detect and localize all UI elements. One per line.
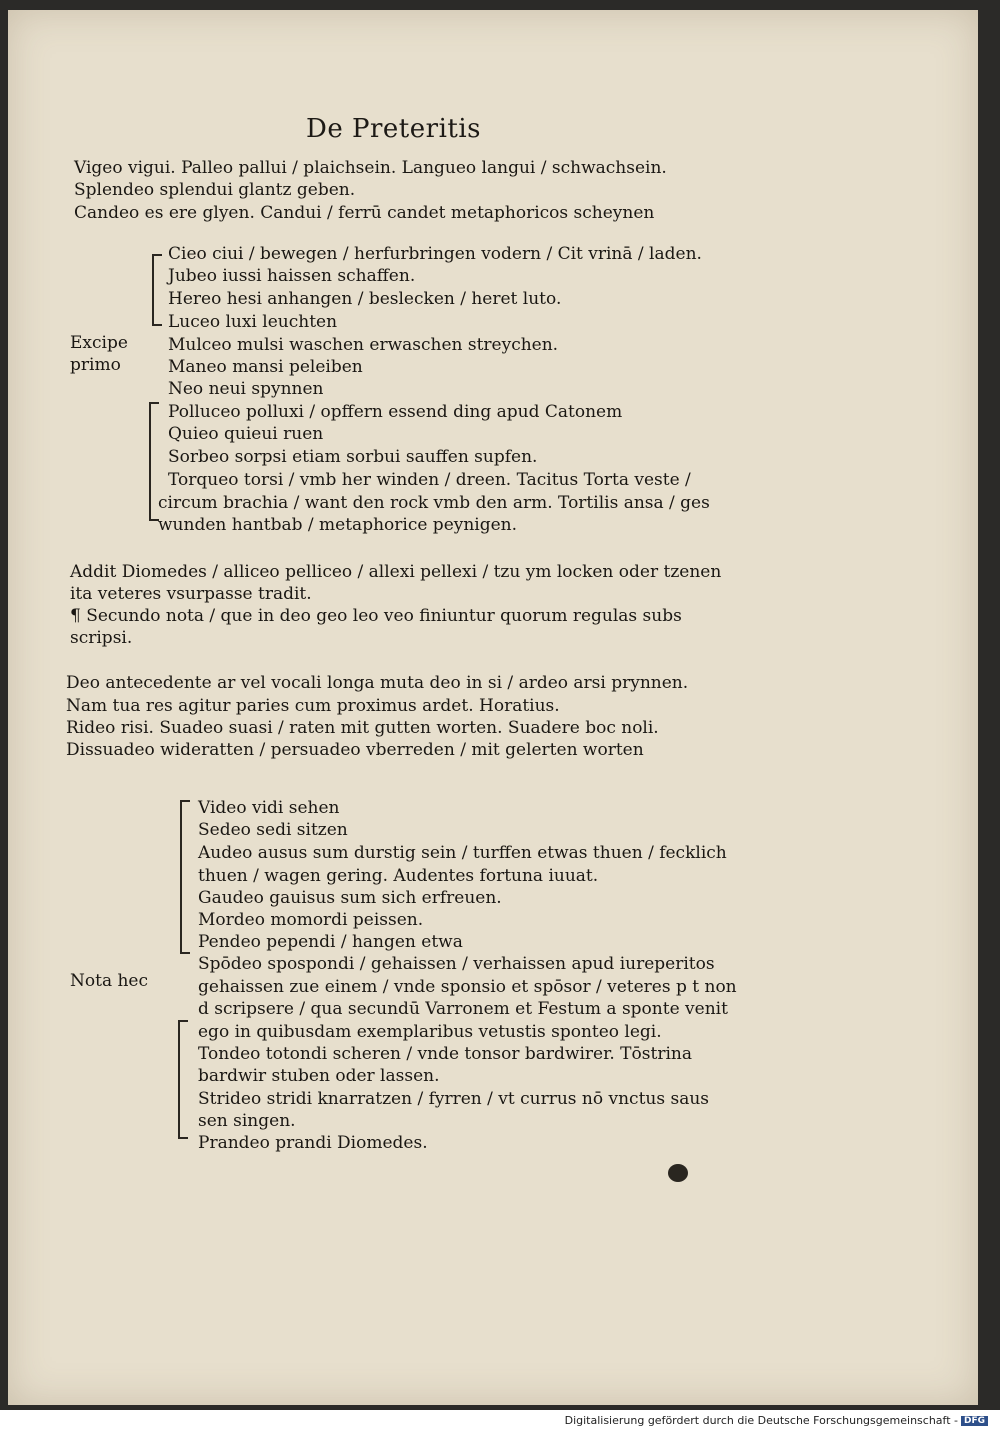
text-line: d scripsere / qua secundū Varronem et Festum a sponte venit	[198, 999, 728, 1019]
bracket-mark	[178, 1020, 188, 1139]
text-line: Quieo quieui ruen	[168, 424, 324, 444]
text-line: Gaudeo gauisus sum sich erfreuen.	[198, 888, 502, 908]
text-line: Jubeo iussi haissen schaffen.	[168, 266, 416, 286]
text-line: Addit Diomedes / alliceo pelliceo / allexi pellexi / tzu ym locken oder tzenen	[70, 562, 722, 582]
text-line: Sedeo sedi sitzen	[198, 820, 348, 840]
text-line: Polluceo polluxi / opffern essend ding apud Catonem	[168, 402, 623, 422]
margin-note-line: Excipe	[70, 333, 128, 353]
text-line: Torqueo torsi / vmb her winden / dreen. Tacitus Torta veste /	[168, 470, 691, 490]
text-line: Candeo es ere glyen. Candui / ferrū candet metaphoricos scheynen	[74, 203, 655, 223]
text-line: wunden hantbab / metaphorice peynigen.	[158, 515, 518, 535]
text-line: ego in quibusdam exemplaribus vetustis sponteo legi.	[198, 1022, 662, 1042]
text-line: Neo neui spynnen	[168, 379, 324, 399]
text-line: Dissuadeo wideratten / persuadeo vberreden / mit gelerten worten	[66, 740, 644, 760]
footer-text: Digitalisierung gefördert durch die Deutsche Forschungsgemeinschaft -	[564, 1414, 958, 1427]
text-line: sen singen.	[198, 1111, 296, 1131]
text-line: Audeo ausus sum durstig sein / turffen etwas thuen / fecklich	[198, 843, 727, 863]
text-line: circum brachia / want den rock vmb den arm. Tortilis ansa / ges	[158, 493, 710, 513]
margin-note-excipe	[70, 332, 128, 376]
ornament-icon	[668, 1164, 688, 1182]
footer-credit	[565, 1414, 988, 1427]
text-line: Cieo ciui / bewegen / herfurbringen vodern / Cit vrinā / laden.	[168, 244, 702, 264]
text-line: thuen / wagen gering. Audentes fortuna iuuat.	[198, 866, 599, 886]
text-line: Tondeo totondi scheren / vnde tonsor bardwirer. Tōstrina	[198, 1044, 692, 1064]
text-line: Vigeo vigui. Palleo pallui / plaichsein. Langueo langui / schwachsein.	[74, 158, 667, 178]
text-line: Pendeo pependi / hangen etwa	[198, 932, 463, 952]
text-line: Luceo luxi leuchten	[168, 312, 338, 332]
text-line: Nam tua res agitur paries cum proximus ardet. Horatius.	[66, 696, 560, 716]
text-line: Hereo hesi anhangen / beslecken / heret luto.	[168, 289, 562, 309]
text-line: Spōdeo spospondi / gehaissen / verhaissen apud iureperitos	[198, 954, 715, 974]
text-line: bardwir stuben oder lassen.	[198, 1066, 440, 1086]
text-line: Prandeo prandi Diomedes.	[198, 1133, 428, 1153]
text-line: Splendeo splendui glantz geben.	[74, 180, 356, 200]
margin-note-line: primo	[70, 355, 121, 375]
text-line: Video vidi sehen	[198, 798, 340, 818]
text-line: Mulceo mulsi waschen erwaschen streychen.	[168, 335, 559, 355]
text-line: Rideo risi. Suadeo suasi / raten mit gutten worten. Suadere boc noli.	[66, 718, 659, 738]
bracket-mark	[180, 800, 190, 954]
text-line: ita veteres vsurpasse tradit.	[70, 584, 312, 604]
document-page	[8, 10, 978, 1405]
margin-note-nota: Nota hec	[70, 971, 149, 991]
text-line: Mordeo momordi peissen.	[198, 910, 424, 930]
text-line: Strideo stridi knarratzen / fyrren / vt currus nō vnctus saus	[198, 1089, 710, 1109]
text-line: scripsi.	[70, 628, 133, 648]
text-line: Maneo mansi peleiben	[168, 357, 363, 377]
text-line: gehaissen zue einem / vnde sponsio et spōsor / veteres p t non	[198, 977, 737, 997]
text-line: Deo antecedente ar vel vocali longa muta deo in si / ardeo arsi prynnen.	[66, 673, 689, 693]
text-line: ¶ Secundo nota / que in deo geo leo veo finiuntur quorum regulas subs	[70, 606, 682, 626]
text-line: Sorbeo sorpsi etiam sorbui sauffen supfen.	[168, 447, 538, 467]
bracket-mark	[152, 254, 162, 326]
dfg-logo-icon: DFG	[961, 1416, 988, 1426]
page-title: De Preteritis	[306, 114, 481, 144]
